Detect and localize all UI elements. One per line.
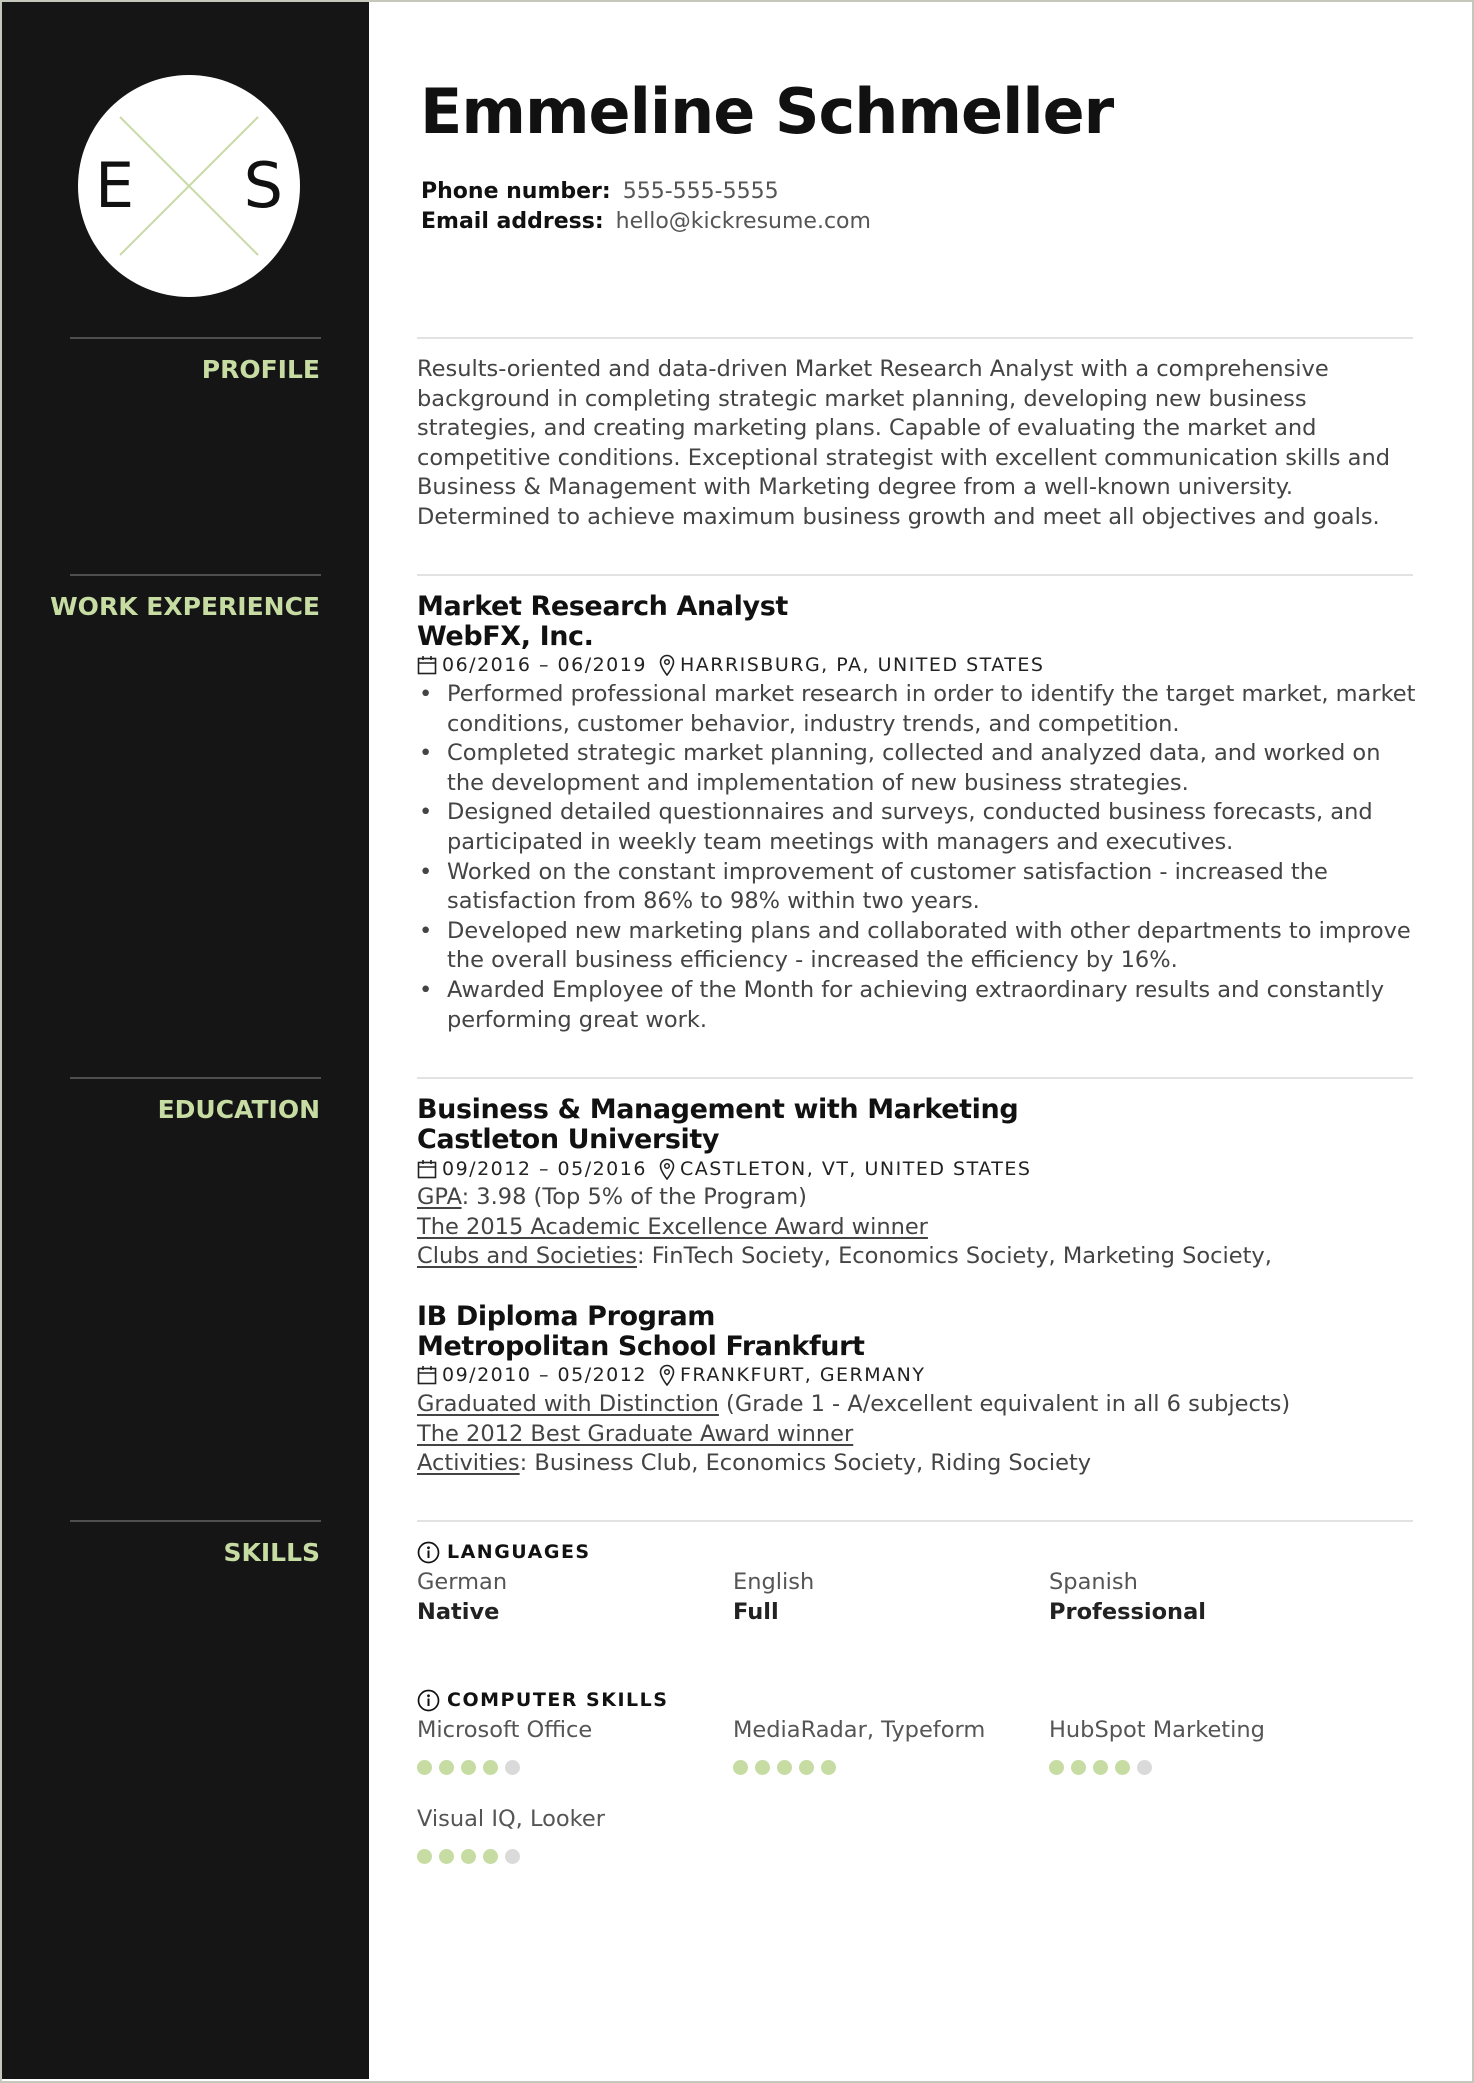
skill-rating [1049,1760,1159,1775]
job-title: Market Research Analyst [417,591,788,622]
info-icon [417,1541,440,1564]
rating-dot-filled [821,1760,836,1775]
education-link[interactable]: The 2012 Best Graduate Award winner [417,1421,854,1447]
education-link[interactable]: Activities [417,1450,520,1476]
email-value: hello@kickresume.com [615,209,871,234]
job-company: WebFX, Inc. [417,621,594,652]
language-level: Professional [1049,1598,1206,1625]
job-location: HARRISBURG, PA, UNITED STATES [679,654,1045,676]
section-divider [417,1520,1413,1522]
location-pin-icon [659,654,675,676]
language-item [417,1568,507,1627]
job-responsibilities [417,680,1417,1035]
education-meta [417,1156,1031,1182]
rating-dot-filled [461,1849,476,1864]
languages-heading-text: LANGUAGES [447,1541,591,1563]
email-row [421,207,871,237]
computer-skills-heading-text: COMPUTER SKILLS [447,1689,669,1711]
job-meta [417,652,1044,678]
language-name: English [733,1569,815,1595]
rating-dot-filled [1049,1760,1064,1775]
rating-dot-filled [439,1849,454,1864]
education-location: FRANKFURT, GERMANY [679,1364,926,1386]
rating-dot-filled [483,1760,498,1775]
computer-skill-name: Microsoft Office [417,1717,593,1743]
sidebar-divider [70,574,321,576]
calendar-icon [417,1159,437,1179]
phone-row [421,177,779,207]
list-item: • Performed professional market research in order to identify the target market, market conditions, customer behavior, industry trends, and competition. [417,680,1417,739]
education-dates: 09/2010 – 05/2012 [442,1364,647,1386]
education-link[interactable]: GPA [417,1184,462,1210]
education-detail-text: (Grade 1 - A/excellent equivalent in all 6 subjects) [718,1391,1291,1417]
education-detail-text: : Business Club, Economics Society, Riding Society [519,1450,1092,1476]
section-divider [417,574,1413,576]
education-school: Castleton University [417,1124,720,1155]
email-label: Email address: [421,209,604,234]
list-item: • Worked on the constant improvement of customer satisfaction - increased the satisfaction from 86% to 98% within two years. [417,858,1417,917]
rating-dot-filled [417,1849,432,1864]
rating-dot-filled [777,1760,792,1775]
education-link[interactable]: Clubs and Societies [417,1243,638,1269]
section-divider [417,337,1413,339]
avatar [78,75,300,297]
education-location: CASTLETON, VT, UNITED STATES [679,1158,1032,1180]
language-level: Full [733,1598,779,1625]
language-name: Spanish [1049,1569,1138,1595]
list-item: • Developed new marketing plans and collaborated with other departments to improve the overall business efficiency - increased the efficiency by 16%. [417,917,1417,976]
education-degree: Business & Management with Marketing [417,1094,1019,1125]
skill-rating [417,1849,527,1864]
rating-dot-filled [733,1760,748,1775]
calendar-icon [417,655,437,675]
section-label-work: WORK EXPERIENCE [50,592,320,621]
education-meta [417,1362,925,1388]
rating-dot-filled [461,1760,476,1775]
computer-skill-name: HubSpot Marketing [1049,1717,1265,1743]
section-divider [417,1077,1413,1079]
computer-skill-name: Visual IQ, Looker [417,1806,605,1832]
skill-rating [733,1760,843,1775]
education-detail [417,1390,1290,1420]
rating-dot-empty [505,1760,520,1775]
education-dates: 09/2012 – 05/2016 [442,1158,647,1180]
avatar-initial-last: S [243,149,283,222]
language-name: German [417,1569,508,1595]
education-detail [417,1183,807,1213]
list-item: • Completed strategic market planning, collected and analyzed data, and worked on the development and implementation of new business strategies. [417,739,1417,798]
info-icon [417,1689,440,1712]
sidebar-divider [70,1077,321,1079]
location-pin-icon [659,1364,675,1386]
language-item [1049,1568,1206,1627]
sidebar-divider [70,1520,321,1522]
rating-dot-filled [755,1760,770,1775]
education-link[interactable]: Graduated with Distinction [417,1391,719,1417]
job-dates: 06/2016 – 06/2019 [442,654,647,676]
phone-value: 555-555-5555 [622,179,779,204]
computer-skills-heading [417,1687,668,1713]
education-degree: IB Diploma Program [417,1301,716,1332]
language-level: Native [417,1598,500,1625]
education-detail [417,1242,1272,1272]
rating-dot-empty [505,1849,520,1864]
education-detail [417,1449,1091,1479]
rating-dot-filled [483,1849,498,1864]
languages-heading [417,1539,591,1565]
rating-dot-filled [417,1760,432,1775]
profile-summary: Results-oriented and data-driven Market Research Analyst with a comprehensive background in completing strategic market planning, developing new business strategies, and creating marketing plans. Capable of evaluating the market and competitive conditions. Exceptional strategist with excellent communication skills and Business & Management with Marketing degree from a well-known university. Determined to achieve maximum business growth and meet all objectives and goals. [417,356,1391,530]
phone-label: Phone number: [421,179,611,204]
computer-skill-name: MediaRadar, Typeform [733,1717,986,1743]
rating-dot-filled [1071,1760,1086,1775]
section-label-skills: SKILLS [223,1538,320,1567]
skill-rating [417,1760,527,1775]
sidebar-divider [70,337,321,339]
location-pin-icon [659,1158,675,1180]
rating-dot-filled [1093,1760,1108,1775]
education-detail [417,1420,853,1450]
candidate-name: Emmeline Schmeller [420,75,1114,148]
rating-dot-filled [799,1760,814,1775]
section-label-education: EDUCATION [157,1095,320,1124]
education-school: Metropolitan School Frankfurt [417,1331,865,1362]
list-item: • Designed detailed questionnaires and surveys, conducted business forecasts, and participated in weekly team meetings with managers and executives. [417,798,1417,857]
rating-dot-filled [1115,1760,1130,1775]
avatar-initial-first: E [95,149,135,222]
education-detail-text: : FinTech Society, Economics Society, Marketing Society, [637,1243,1272,1269]
section-label-profile: PROFILE [201,355,320,384]
education-link[interactable]: The 2015 Academic Excellence Award winner [417,1214,928,1240]
calendar-icon [417,1365,437,1385]
rating-dot-filled [439,1760,454,1775]
language-item [733,1568,814,1627]
education-detail-text: : 3.98 (Top 5% of the Program) [461,1184,807,1210]
education-detail [417,1213,928,1243]
sidebar [2,2,369,2079]
list-item: • Awarded Employee of the Month for achieving extraordinary results and constantly performing great work. [417,976,1417,1035]
rating-dot-empty [1137,1760,1152,1775]
